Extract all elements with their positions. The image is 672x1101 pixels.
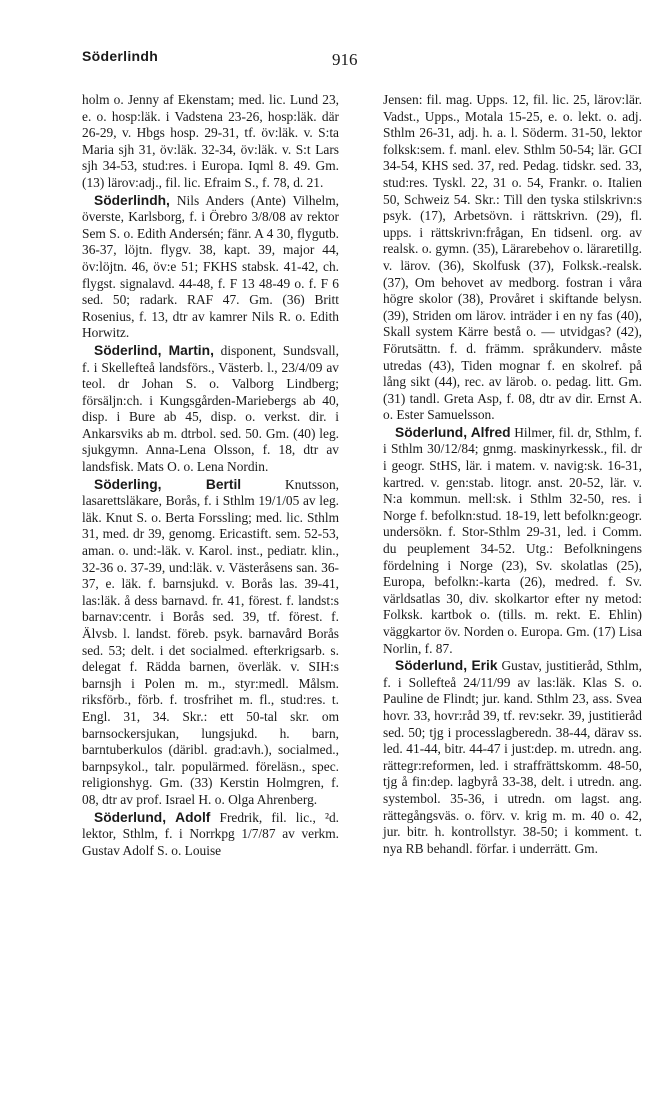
page-number: 916 [332,50,358,69]
right-column [383,92,642,857]
running-header [82,48,636,72]
entry-headword: Söderlind, Martin, [94,342,214,358]
entry-body: Gustav, justitieråd, Sthlm, f. i Sollefteå 24/11/99 av las:läk. Klas S. o. Pauline de Flindt; jur. kand. Sthlm 23, ass. Svea hovr. 33, hovr:råd 39, tf. rev:sekr. 39, justitieråd sed. 50; tjg i processlagberedn. 38-44, därav ss. led. 41-44, bitr. 44-47 i just:dep. m. utredn. ang. rättegr:reformen, led. i straffrättskomm. 48-50, tjg å fin:dep. lagbyrå 33-38, delt. i utredn. ang. systembol. 35-36, i utredn. om lagst. ang. rättegångsväs. o. förv. v. krig m. m. 40 o. 42, jur. bitr. h. kontrollstyr. 38-50; i komment. t. nya RB behandl. förfar. i underrätt. Gm. [383,658,642,856]
continued-entry-text: Jensen: fil. mag. Upps. 12, fil. lic. 25, lärov:lär. Vadst., Upps., Motala 15-25, e. o. lekt. o. adj. Sthlm 26-31, adj. h. a. l. Söderm. 31-50, lektor folksk:sem. f. manl. elev. Sthlm 50-54; lär. GCI 34-54, KHS sed. 37, red. Pedag. tidskr. sed. 33, stud:res. Tyskl. 22, 31 o. 54, Frankr. o. Italien 50, Schweiz 54. Skr.: Till den tyska stilskrivn:s psyk. (17), Arbetsövn. i rättskrivn. (29), fl. upps. i rättskrivn:frågan, En tidsenl. org. av realsk. o. gymn. (35), Lärarebehov o. läraretillg. v. lärov. (36), Skolfusk (37), Folksk.-realsk. (37), Om behovet av medborg. fostran i våra högre skolor (38), Provåret i skiftande belysn. (39), Striden om lärov. inträder i en ny fas (40), Skall system Kärre bestå o. — utvidgas? (42), Förutsättn. f. d. främm. språkunderv. måste utredas (43), Tiden mognar f. en skolref. på lång sikt (44), rec. av lärob. o. pedag. litt. Gm. (31) tandl. Greta Asp, f. 08, dtr av dir. Ernst A. o. Ester Samuelsson. [383,92,642,423]
entry-headword: Söderlindh, [94,192,170,208]
entry [383,425,642,657]
entry [82,477,339,809]
entry [383,658,642,857]
continued-entry-text: holm o. Jenny af Ekenstam; med. lic. Lund 23, e. o. hosp:läk. i Vadstena 23-26, hosp:läk. där 26-29, v. Hbgs hosp. 29-31, tf. öv:läk. v. S:ta Maria sjh 31, öv:läk. 32-34, öv:läk. v. S:t Lars sjh 34-53, stud:res. i Europa. Iqml 8. 49. Gm. (13) lärov:adj., fil. lic. Efraim S., f. 78, d. 21. [82,92,339,190]
entry-body: Nils Anders (Ante) Vilhelm, överste, Karlsborg, f. i Örebro 3/8/08 av rektor Sem S. o. Edith Andersén; fänr. A 4 30, flygutb. 36-37, löjtn. flygv. 38, kapt. 39, major 44, öv:löjtn. 46, öv:e 51; FKHS stabsk. 41-42, ch. flygst. signalavd. 44-48, f. F 13 48-49 o. f. F 6 sed. 50; radark. RAF 47. Gm. (36) Britt Rosenius, f. 13, dtr av kamrer Nils R. o. Edith Horwitz. [82,192,339,341]
entry [82,343,339,476]
entry-body: Fredrik, fil. lic., ²d. lektor, Sthlm, f. i Norrkpg 1/7/87 av verkm. Gustav Adolf S. o. Louise [82,809,339,858]
entry [82,193,339,342]
entry-body: disponent, Sundsvall, f. i Skellefteå landsförs., Västerb. l., 23/4/09 av teol. dr Johan S. o. Valborg Lindberg; försäljn:ch. i Kungsgården-Mariebergs ab 40, disp. i Bure ab 45, disp. o. verkst. dir. i Ankarsviks ab m. dtrbol. sed. 50. Gm. (40) leg. sjukgymn. Anna-Lena Olsson, f. 18, dtr av landsfisk. Mats O. o. Lena Nordin. [82,342,339,475]
entry-headword: Söderling, Bertil [94,476,242,492]
entry-headword: Söderlund, Adolf [94,809,211,825]
entry-body: Hilmer, fil. dr, Sthlm, f. i Sthlm 30/12/84; gnmg. maskinyrkessk., fil. dr i geogr. StHS, lär. i matem. v. navig:sk. 16-31, kartred. v. gen:stab. litogr. anst. 20-52, lär. v. N:a kommun. mell:sk. i Sthlm 32-50, res. i Norge f. befolkn:stud. 18-19, lett befolkn:geogr. undersökn. f. Stor-Sthlm 29-31, led. i Comm. du peuplement 34-52. Utg.: Befolkningens fördelning i Norge (23), Sv. skolatlas (25), Europa, befolkn:-karta (26), medred. f. Sv. världsatlas 30, div. skolkartor efter ny metod: Folksk. kartbok o. (tills. m. rekt. E. Ehlin) väggkartor öv. Norden o. Europa. Gm. (17) Lisa Norlin, f. 87. [383,424,643,656]
entry [82,810,339,860]
entry-headword: Söderlund, Erik [395,658,498,674]
left-column [82,92,339,859]
entry-body: Knutsson, lasarettsläkare, Borås, f. i Sthlm 19/1/05 av leg. läk. Knut S. o. Berta Forssling; med. lic. Sthlm 31, med. dr 39, genomg. Ericastift. sem. 52-53, aman. o. und:-läk. v. Karol. inst., pediatr. klin., 32-36 o. 37-39, und:läk. v. Västeråsens san. 36-37, e. läk. f. barnsjukd. v. Borås las. 39-41, las:läk. å dess barnavd. fr. 41, förest. f. landst:s barnav:centr. i Borås sed. 39, tf. förest. f. Älvsb. l. landst. föreb. psyk. barnavård Borås sed. 53; delt. i det socialmed. efterkrigsarb. s. delegat f. Rädda barnen, överläk. v. SIH:s barnsjh i Polen m. m., styr:medl. Målsm. riksförb., förb. f. trosfrihet m. fl., stud:res. t. Engl. 31, 34. Skr.: ett 50-tal skr. om barnsockersjukan, lungsjukd. h. barn, barntuberkulos (däribl. grad:avh.), socialmed., barnpsykol., talr. populärmed. föreläsn., spec. religionshyg. Gm. (33) Kerstin Holmgren, f. 08, dtr av prof. Israel H. o. Olga Ahrenberg. [82,476,339,807]
entry-headword: Söderlund, Alfred [395,424,511,440]
running-head-surname: Söderlindh [82,48,159,64]
